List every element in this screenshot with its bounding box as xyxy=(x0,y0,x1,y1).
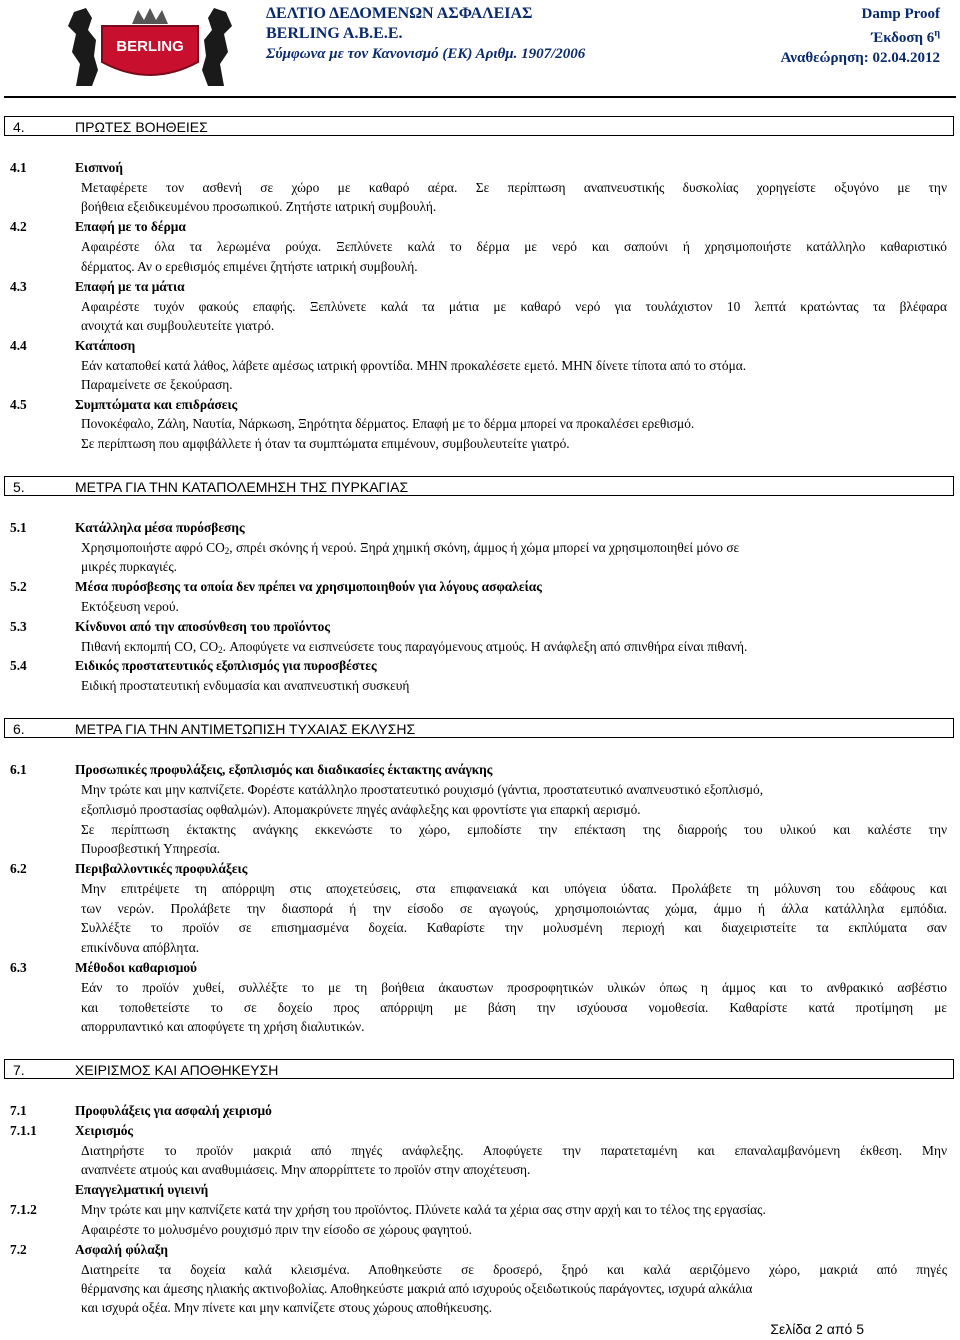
text-line: Εάν καταποθεί κατά λάθος, λάβετε αμέσως ιατρική φροντίδα. ΜΗΝ προκαλέσετε εμετό. ΜΗΝ δίνετε τίποτα από το στόμα. xyxy=(81,358,747,373)
text-line: θέρμανσης και άμεσης ηλιακής ακτινοβολίας. Αποθηκεύστε μακριά από ισχυρούς οξειδωτικούς παράγοντες, ισχυρά αλκάλια xyxy=(81,1281,753,1296)
right-lion-icon xyxy=(202,8,232,86)
text-line: Σε περίπτωση έκτακτης ανάγκης εκκενώστε το χώρο, εμποδίστε την επέκταση της διαρροής του υλικού και καλέστε την xyxy=(81,822,947,837)
text-line: Συλλέξτε το προϊόν σε επισημασμένα δοχεία. Καθαρίστε την μολυσμένη περιοχή και διαχειριστείτε τα εκπλύματα σαν xyxy=(81,920,947,935)
section-5-heading: 5. ΜΕΤΡΑ ΓΙΑ ΤΗΝ ΚΑΤΑΠΟΛΕΜΗΣΗ ΤΗΣ ΠΥΡΚΑΓΙΑΣ xyxy=(4,476,954,496)
text-line: δέρματος. Αν ο ερεθισμός επιμένει ζητήστε ιατρική συμβουλή. xyxy=(81,259,418,274)
text-line: Διατηρείτε τα δοχεία καλά κλεισμένα. Αποθηκεύστε σε δροσερό, ξηρό και καλά αεριζόμενο χώρο, μακριά από πηγές xyxy=(81,1262,947,1277)
text-line: Εάν το προϊόν χυθεί, συλλέξτε το με τη βοήθεια άκαυστων προσροφητικών υλικών όπως η άμμος και το ανθρακικό ασβέστιο xyxy=(81,980,947,995)
section-4-heading: 4. ΠΡΩΤΕΣ ΒΟΗΘΕΙΕΣ xyxy=(4,116,954,136)
text-line: Αφαιρέστε το μολυσμένο ρουχισμό πριν την είσοδο σε χώρους φαγητού. xyxy=(81,1222,472,1237)
item-4-4-heading: 4.4 Κατάποση xyxy=(10,338,136,353)
item-5-3-heading: 5.3 Κίνδυνοι από την αποσύνθεση του προϊόντος xyxy=(10,619,330,634)
text-line: απορρυπαντικό και αποφύγετε τη χρήση διαλυτικών. xyxy=(81,1019,365,1034)
document-header xyxy=(0,0,960,92)
text-line: Χρησιμοποιήστε αφρό $CO_2$, σπρέι σκόνης ή νερού. Ξηρά χημική σκόνη, άμμος ή χώμα μπορεί να χρησιμοποιηθεί μόνο σε xyxy=(81,540,740,556)
text-line: Σε περίπτωση που αμφιβάλλετε ή όταν τα συμπτώματα επιμένουν, συμβουλευτείτε γιατρό. xyxy=(81,436,570,451)
item-7-1-heading: 7.1 Προφυλάξεις για ασφαλή χειρισμό xyxy=(10,1103,272,1118)
item-4-1-heading: 4.1 Εισπνοή xyxy=(10,160,123,175)
edition: Έκδοση $6^\eta$ xyxy=(871,28,940,46)
text-line: και τοποθετείστε το σε δοχείο προς απόρριψη με βάση την ισχύουσα νομοθεσία. Καθαρίστε κατά προτίμηση με xyxy=(81,1000,947,1015)
left-lion-icon xyxy=(68,8,98,86)
item-4-2-heading: 4.2 Επαφή με το δέρμα xyxy=(10,219,186,234)
item-7-1-2: 7.1.2 Μην τρώτε και μην καπνίζετε κατά την χρήση του προϊόντος. Πλύνετε καλά τα χέρια σας στην αρχή και το τέλος της εργασίας. xyxy=(0,1200,960,1219)
item-4-5-heading: 4.5 Συμπτώματα και επιδράσεις xyxy=(10,397,238,412)
item-7-1-1-heading: 7.1.1 Χειρισμός xyxy=(10,1123,134,1138)
berling-logo xyxy=(62,4,238,88)
item-5-1-heading: 5.1 Κατάλληλα μέσα πυρόσβεσης xyxy=(10,520,245,535)
text-line: των νερών. Προλάβετε την διασπορά ή την είσοδο σε αγωγούς, χρησιμοποιώντας χώμα, άμμο ή άλλα κατάλληλα εμπόδια. xyxy=(81,901,947,916)
text-line: Πονοκέφαλο, Ζάλη, Ναυτία, Νάρκωση, Ξηρότητα δέρματος. Επαφή με το δέρμα μπορεί να προκαλέσει ερεθισμό. xyxy=(81,416,695,431)
crown-icon xyxy=(132,8,168,24)
text-line: Αφαιρέστε τυχόν φακούς επαφής. Ξεπλύνετε καλά τα μάτια με καθαρό νερό για τουλάχιστον 10 λεπτά κρατώντας τα βλέφαρα xyxy=(81,299,947,314)
text-line: εξοπλισμό προστασίας οφθαλμών). Απομακρύνετε πηγές ανάφλεξης και φροντίστε για επαρκή αερισμό. xyxy=(81,802,641,817)
header-title xyxy=(266,4,585,64)
hygiene-heading: Επαγγελματική υγιεινή xyxy=(75,1182,209,1197)
text-line: Μεταφέρετε τον ασθενή σε χώρο με καθαρό αέρα. Σε περίπτωση αναπνευστικής δυσκολίας χορηγείστε οξυγόνο με την xyxy=(81,180,947,195)
header-right xyxy=(781,4,940,68)
item-6-3-heading: 6.3 Μέθοδοι καθαρισμού xyxy=(10,960,198,975)
header-divider xyxy=(4,96,956,98)
text-line: βοήθεια εξειδικευμένου προσωπικού. Ζητήστε ιατρική συμβουλή. xyxy=(81,199,437,214)
text-line: μικρές πυρκαγιές. xyxy=(81,559,177,574)
text-line: Αφαιρέστε όλα τα λερωμένα ρούχα. Ξεπλύνετε καλά το δέρμα με νερό και σαπούνι ή χρησιμοποιήστε κατάλληλο καθαριστικό xyxy=(81,239,947,254)
text-line: αναπνέετε ατμούς και αναθυμιάσεις. Μην απορρίπτετε το προϊόν στην αποχέτευση. xyxy=(81,1162,531,1177)
item-5-2-heading: 5.2 Μέσα πυρόσβεσης τα οποία δεν πρέπει να χρησιμοποιηθούν για λόγους ασφαλείας xyxy=(10,579,542,594)
section-6-heading: 6. ΜΕΤΡΑ ΓΙΑ ΤΗΝ ΑΝΤΙΜΕΤΩΠΙΣΗ ΤΥΧΑΙΑΣ ΕΚΛΥΣΗΣ xyxy=(4,718,954,738)
text-line: επικίνδυνα απόβλητα. xyxy=(81,940,200,955)
text-line: και ισχυρά οξέα. Μην πίνετε και μην καπνίζετε στους χώρους αποθήκευσης. xyxy=(81,1300,492,1315)
item-7-2-heading: 7.2 Ασφαλή φύλαξη xyxy=(10,1242,168,1257)
text-line: ανοιχτά και συμβουλευτείτε γιατρό. xyxy=(81,318,275,333)
text-line: Ειδική προστατευτική ενδυμασία και αναπνευστική συσκευή xyxy=(81,678,410,693)
title-line-2: BERLING A.B.E.E. xyxy=(266,25,403,42)
text-line: Πυροσβεστική Υπηρεσία. xyxy=(81,841,221,856)
title-line-3: Σύμφωνα με τον Κανονισμό (ΕΚ) Αριθμ. 1907/2006 xyxy=(266,46,586,62)
item-4-3-heading: 4.3 Επαφή με τα μάτια xyxy=(10,279,185,294)
text-line: Μην τρώτε και μην καπνίζετε κατά την χρήση του προϊόντος. Πλύνετε καλά τα χέρια σας στην αρχή και το τέλος της εργασίας. xyxy=(81,1202,766,1217)
text-line: Διατηρήστε το προϊόν μακριά από πηγές ανάφλεξης. Αποφύγετε την παρατεταμένη και επαναλαμβανόμενη έκθεση. Μην xyxy=(81,1143,947,1158)
section-7-heading: 7. ΧΕΙΡΙΣΜΟΣ ΚΑΙ ΑΠΟΘΗΚΕΥΣΗ xyxy=(4,1059,954,1079)
item-6-1-heading: 6.1 Προσωπικές προφυλάξεις, εξοπλισμός και διαδικασίες έκτακτης ανάγκης xyxy=(10,762,493,777)
page-number: Σελίδα 2 από 5 xyxy=(770,1321,864,1337)
item-5-4-heading: 5.4 Ειδικός προστατευτικός εξοπλισμός για πυροσβέστες xyxy=(10,658,377,673)
item-6-2-heading: 6.2 Περιβαλλοντικές προφυλάξεις xyxy=(10,861,248,876)
text-line: Μην επιτρέψετε τη απόρριψη στις αποχετεύσεις, στα επιφανειακά και υπόγεια ύδατα. Προλάβετε τη μόλυνση του εδάφους και xyxy=(81,881,947,896)
product-name: Damp Proof xyxy=(861,6,940,22)
text-line: Εκτόξευση νερού. xyxy=(81,599,179,614)
text-line: Πιθανή εκπομπή CO, $CO_2$. Αποφύγετε να εισπνεύσετε τους παραγόμενους ατμούς. Η ανάφλεξη από σπινθήρα είναι πιθανή. xyxy=(81,639,748,655)
revision-date: Αναθεώρηση: 02.04.2012 xyxy=(780,50,940,66)
title-line-1: ΔΕΛΤΙΟ ΔΕΔΟΜΕΝΩΝ ΑΣΦΑΛΕΙΑΣ xyxy=(266,5,533,22)
text-line: Μην τρώτε και μην καπνίζετε. Φορέστε κατάλληλο προστατευτικό ρουχισμό (γάντια, προστατευτικό αναπνευστικό εξοπλισμό, xyxy=(81,782,764,797)
logo-text: BERLING xyxy=(116,38,184,55)
text-line: Παραμείνετε σε ξεκούραση. xyxy=(81,377,233,392)
